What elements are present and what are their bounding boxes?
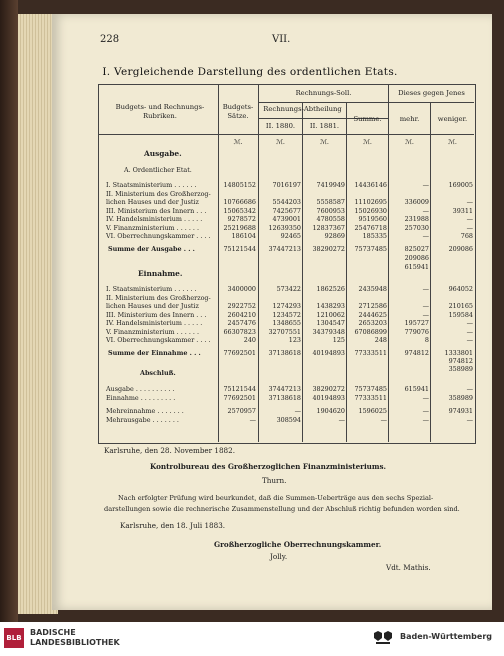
ausgabe-total-mehr-2: 209086 (404, 254, 429, 262)
diff-row-1880: 308594 (276, 416, 301, 424)
ausgabe-row-summe: 185335 (362, 232, 387, 240)
einnahme-row-label: IV. Handelsministerium . . . . . (106, 319, 203, 327)
einnahme-row-1880: 1274293 (272, 302, 301, 310)
diff-row-weniger: — (466, 416, 473, 424)
einnahme-row-summe: 248 (374, 336, 387, 344)
einnahme-row-budget: 3400000 (227, 285, 256, 293)
office-line: Kontrolbureau des Großherzoglichen Finanzministeriums. (150, 462, 387, 471)
header-dieses-gegen-jenes: Dieses gegen Jenes (398, 89, 465, 97)
einnahme-row-mehr: — (422, 310, 429, 319)
header-1880: II. 1880. (265, 122, 296, 130)
einnahme-row-1880: 1348655 (272, 319, 301, 327)
header-budget-2: Sätze. (227, 112, 249, 120)
einnahme-row-weniger: — (466, 327, 473, 336)
abschluss-row-weniger: — (466, 385, 473, 393)
ausgabe-row-weniger: 39311 (452, 206, 473, 215)
einnahme-total-budget: 77692501 (223, 349, 256, 357)
paragraph-line-1: Nach erfolgter Prüfung wird beurkundet, daß die Summen-Ueberträge aus den sechs Spezial- (118, 494, 434, 502)
header-weniger: weniger. (437, 115, 468, 123)
einnahme-row-budget: 2604210 (227, 310, 256, 319)
einnahme-row-budget: 240 (243, 336, 256, 344)
section-einnahme: Einnahme. (138, 269, 183, 278)
ausgabe-row-1880: 4739001 (272, 215, 301, 223)
ausgabe-row-budget: 9278572 (227, 215, 256, 223)
einnahme-row-mehr: 8 (424, 336, 429, 344)
ausgabe-total-mehr-1: 825027 (404, 245, 429, 253)
einnahme-row-budget: 66307823 (223, 327, 256, 336)
ausgabe-row-mehr: 336009 (404, 198, 429, 206)
ausgabe-row-summe: 11102695 (354, 198, 387, 206)
ausgabe-row-summe: 14436146 (354, 181, 387, 189)
ausgabe-row-mehr: — (422, 206, 429, 215)
einnahme-row-1880: 123 (288, 336, 301, 344)
einnahme-row-mehr: — (422, 302, 429, 310)
ausgabe-row-1881: 12837367 (312, 223, 345, 232)
ausgabe-row-budget: 25219688 (223, 223, 256, 232)
einnahme-row-mehr: 195727 (404, 319, 429, 327)
header-mehr: mehr. (399, 115, 420, 123)
einnahme-total-weniger-1: 1333801 (444, 349, 473, 357)
date-line-2: Karlsruhe, den 18. Juli 1883. (120, 521, 226, 530)
einnahme-row-weniger: — (466, 336, 473, 344)
currency-mehr: ℳ. (405, 138, 414, 146)
abschluss-row-budget: 75121544 (223, 385, 256, 393)
section-number: VII. (272, 34, 291, 45)
header-rechnungs-soll: Rechnungs-Soll. (295, 89, 352, 97)
currency-1881: ℳ. (320, 138, 329, 146)
diff-row-weniger: 974931 (448, 407, 473, 415)
ausgabe-row-mehr: 257030 (404, 223, 429, 232)
einnahme-row-summe: 2712586 (358, 302, 387, 310)
ausgabe-total-1880: 37447213 (268, 245, 301, 253)
diff-row-mehr: — (422, 407, 429, 415)
ausgabe-row-summe: 9519560 (358, 215, 387, 223)
abschluss-row-label: Einnahme . . . . . . . . . (106, 394, 176, 402)
header-line-bottom (98, 134, 474, 135)
einnahme-row-1881: 34379348 (312, 327, 345, 336)
einnahme-row-weniger: — (466, 319, 473, 327)
header-1881: II. 1881. (309, 122, 340, 130)
section-ordentlicher-etat: A. Ordentlicher Etat. (124, 166, 192, 174)
header-summe: Summe. (353, 115, 382, 123)
blb-name-line-1: BADISCHE (30, 628, 76, 637)
abschluss-row-1881: 38290272 (312, 385, 345, 393)
abschluss-row-label: Ausgabe . . . . . . . . . . (106, 385, 175, 393)
signer-thurn: Thurn. (262, 476, 287, 485)
baden-wuerttemberg-crest-icon (372, 630, 394, 648)
ausgabe-row-weniger: — (466, 215, 473, 223)
diff-row-budget: 2570957 (227, 407, 256, 415)
ausgabe-row-1880: 7425677 (272, 206, 301, 215)
diff-row-1881: 1904620 (316, 407, 345, 415)
einnahme-row-label: V. Finanzministerium . . . . . . (106, 327, 199, 336)
baden-wuerttemberg-label[interactable]: Baden-Württemberg (400, 632, 493, 641)
ausgabe-row-label: VI. Oberrechnungskammer . . . . (106, 232, 211, 240)
header-rubriken-1: Budgets- und Rechnungs- (115, 103, 205, 111)
section-abschluss: Abschluß. (140, 369, 176, 377)
einnahme-row-weniger: 964052 (448, 285, 473, 293)
ausgabe-total-summe: 75737485 (354, 245, 387, 253)
diff-row-summe: 1596025 (358, 407, 387, 415)
einnahme-row-label: I. Staatsministerium . . . . . . (106, 285, 197, 293)
einnahme-row-label: lichen Hauses und der Justiz (106, 302, 199, 310)
einnahme-row-summe: 2444625 (358, 310, 387, 319)
ausgabe-row-label: II. Ministerium des Großherzog- (106, 189, 211, 198)
ausgabe-row-1880: 12639350 (268, 223, 301, 232)
einnahme-row-1881: 1862526 (316, 285, 345, 293)
einnahme-row-summe: 2653203 (358, 319, 387, 327)
chamber-line: Großherzogliche Oberrechnungskammer. (214, 540, 382, 549)
paragraph-line-2: darstellungen sowie die rechnerische Zusammenstellung und der Abschluß richtig befunden worden sind. (104, 505, 460, 513)
ausgabe-row-weniger: — (466, 198, 473, 206)
ausgabe-total-label: Summe der Ausgabe . . . (108, 245, 195, 253)
diff-row-label: Mehreinnahme . . . . . . . (106, 407, 184, 415)
einnahme-row-label: VI. Oberrechnungskammer . . . . (106, 336, 211, 344)
ausgabe-row-weniger: 768 (460, 232, 473, 240)
abschluss-row-weniger: 358989 (448, 394, 473, 402)
einnahme-row-label: III. Ministerium des Innern . . . (106, 310, 207, 319)
ausgabe-total-mehr-3: 615941 (404, 263, 429, 271)
ausgabe-row-budget: 10766686 (223, 198, 256, 206)
einnahme-row-budget: 2457476 (227, 319, 256, 327)
book-edge (0, 0, 18, 622)
einnahme-row-1880: 1234572 (272, 310, 301, 319)
ausgabe-row-label: lichen Hauses und der Justiz (106, 198, 199, 206)
einnahme-row-1881: 1210062 (316, 310, 345, 319)
ausgabe-row-label: IV. Handelsministerium . . . . . (106, 215, 203, 223)
abschluss-row-summe: 77333511 (354, 394, 387, 402)
diff-row-summe: — (380, 416, 387, 424)
blb-logo[interactable]: BLB (4, 628, 24, 648)
einnahme-row-mehr: 779076 (404, 327, 429, 336)
ausgabe-row-1880: 92465 (280, 232, 301, 240)
section-ausgabe: Ausgabe. (144, 149, 182, 158)
abschluss-row-mehr: — (422, 394, 429, 402)
einnahme-total-1880: 37138618 (268, 349, 301, 357)
einnahme-row-mehr: — (422, 285, 429, 293)
einnahme-total-mehr: 974812 (404, 349, 429, 357)
einnahme-row-1880: 573422 (276, 285, 301, 293)
currency-budget: ℳ. (233, 138, 243, 146)
date-line-1: Karlsruhe, den 28. November 1882. (104, 446, 235, 455)
abschluss-row-1880: 37138618 (268, 394, 301, 402)
diff-row-1881: — (338, 416, 345, 424)
ausgabe-row-mehr: — (422, 181, 429, 189)
currency-summe: ℳ. (363, 138, 372, 146)
abschluss-row-mehr: 615941 (404, 385, 429, 393)
einnahme-total-weniger-2: 974812 (448, 357, 473, 365)
header-line-1 (258, 102, 474, 103)
ausgabe-row-1881: 4780558 (316, 215, 345, 223)
diff-row-1880: — (294, 407, 301, 415)
diff-row-label: Mehrausgabe . . . . . . . (106, 416, 179, 424)
ausgabe-row-label: I. Staatsministerium . . . . . . (106, 181, 197, 189)
ausgabe-row-weniger: 169005 (448, 181, 473, 189)
ausgabe-total-1881: 38290272 (312, 245, 345, 253)
abschluss-row-summe: 75737485 (354, 385, 387, 393)
header-rubriken-2: Rubriken. (143, 112, 177, 120)
ausgabe-row-1880: 5544203 (272, 198, 301, 206)
ausgabe-row-1881: 7600953 (316, 206, 345, 215)
header-budget-1: Budgets- (222, 103, 254, 111)
einnahme-row-1880: 32707551 (268, 327, 301, 336)
signer-mathis: Vdt. Mathis. (386, 563, 431, 572)
currency-weniger: ℳ. (448, 138, 457, 146)
ausgabe-row-budget: 14805152 (223, 181, 256, 189)
ausgabe-row-1880: 7016197 (272, 181, 301, 189)
ausgabe-row-summe: 25476718 (354, 223, 387, 232)
ausgabe-row-1881: 5558587 (316, 198, 345, 206)
diff-row-mehr: — (422, 416, 429, 424)
ausgabe-row-1881: 92869 (324, 232, 345, 240)
einnahme-row-label: II. Ministerium des Großherzog- (106, 293, 211, 302)
einnahme-total-1881: 40194893 (312, 349, 345, 357)
ausgabe-row-budget: 186104 (231, 232, 256, 240)
ausgabe-row-weniger: — (466, 223, 473, 232)
ausgabe-total-budget: 75121544 (223, 245, 256, 253)
einnahme-total-label: Summe der Einnahme . . . (108, 349, 201, 357)
blb-name[interactable] (30, 628, 120, 648)
einnahme-row-weniger: 159584 (448, 310, 473, 319)
ausgabe-row-label: V. Finanzministerium . . . . . . (106, 223, 199, 232)
blb-name-line-2: LANDESBIBLIOTHEK (30, 638, 120, 647)
einnahme-row-summe: 2435948 (358, 285, 387, 293)
ausgabe-row-summe: 15026930 (354, 206, 387, 215)
einnahme-total-weniger-3: 358989 (448, 365, 473, 373)
currency-1880: ℳ. (276, 138, 285, 146)
abschluss-row-budget: 77692501 (223, 394, 256, 402)
page-title: I. Vergleichende Darstellung des ordentlichen Etats. (102, 66, 398, 78)
ausgabe-row-label: III. Ministerium des Innern . . . (106, 206, 207, 215)
ausgabe-row-1881: 7419949 (316, 181, 345, 189)
einnahme-row-summe: 67086899 (354, 327, 387, 336)
signer-jolly: Jolly. (270, 552, 288, 561)
einnahme-total-summe: 77333511 (354, 349, 387, 357)
einnahme-row-budget: 2922752 (227, 302, 256, 310)
ausgabe-row-budget: 15065342 (223, 206, 256, 215)
abschluss-row-1880: 37447213 (268, 385, 301, 393)
ausgabe-row-mehr: 231988 (404, 215, 429, 223)
einnahme-row-weniger: 210165 (448, 302, 473, 310)
einnahme-row-1881: 1438293 (316, 302, 345, 310)
einnahme-row-1881: 125 (332, 336, 345, 344)
diff-row-budget: — (249, 416, 256, 424)
header-abtheilung: Rechnungs-Abtheilung (263, 105, 342, 113)
abschluss-row-1881: 40194893 (312, 394, 345, 402)
ausgabe-row-mehr: — (422, 232, 429, 240)
einnahme-row-1881: 1304547 (316, 319, 345, 327)
ausgabe-total-weniger: 209086 (448, 245, 473, 253)
page-number: 228 (100, 34, 120, 45)
